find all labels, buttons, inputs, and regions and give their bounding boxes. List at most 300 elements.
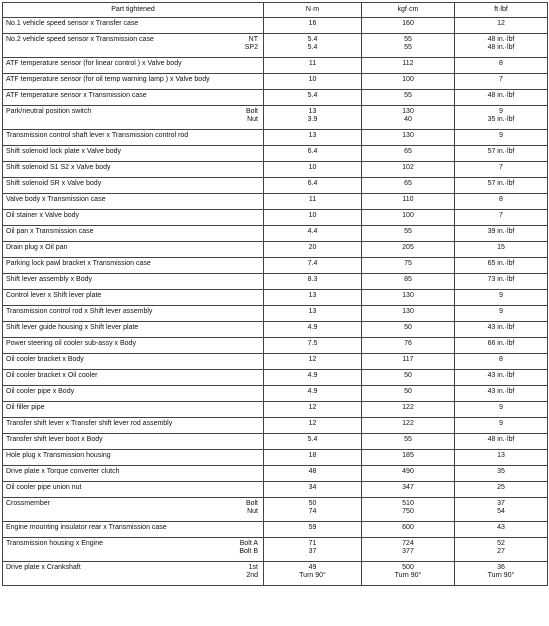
torque-table: [2, 2, 548, 586]
part-cell: [3, 466, 264, 482]
kgf-cell: [362, 90, 455, 106]
ft-cell: [455, 522, 548, 538]
ft-cell: [455, 562, 548, 586]
ft-value: 48 in.·lbf: [487, 44, 515, 51]
kgf-cell: [362, 482, 455, 498]
part-cell: [3, 162, 264, 178]
table-row: [3, 370, 548, 386]
table-row: [3, 434, 548, 450]
kgf-value: 110: [402, 196, 414, 203]
part-sub-label: 2nd: [246, 572, 258, 579]
table-row: [3, 90, 548, 106]
nm-cell: [264, 354, 362, 370]
part-sub-label: 1st: [248, 564, 258, 571]
nm-value: 7.5: [307, 340, 318, 347]
kgf-cell: [362, 194, 455, 210]
ft-cell: [455, 146, 548, 162]
ft-cell: [455, 226, 548, 242]
nm-value: 5.4: [307, 36, 318, 43]
nm-value: 49: [308, 564, 317, 571]
nm-value: 10: [308, 164, 317, 171]
part-sub-label: Bolt A: [239, 540, 258, 547]
ft-value: 35 in.·lbf: [487, 116, 515, 123]
nm-value: 5.4: [307, 436, 318, 443]
ft-value: 8: [499, 196, 503, 203]
torque-spec-sheet: [2, 2, 547, 624]
part-cell: [3, 482, 264, 498]
ft-cell: [455, 538, 548, 562]
kgf-cell: [362, 354, 455, 370]
ft-cell: [455, 194, 548, 210]
kgf-value: 55: [404, 36, 412, 43]
ft-value: 39 in.·lbf: [487, 228, 515, 235]
nm-cell: [264, 178, 362, 194]
ft-value: 7: [499, 76, 503, 83]
ft-value: 57 in.·lbf: [487, 148, 515, 155]
ft-value: 35: [497, 468, 505, 475]
kgf-value: 100: [402, 76, 414, 83]
ft-value: 9: [499, 308, 503, 315]
kgf-cell: [362, 130, 455, 146]
nm-cell: [264, 226, 362, 242]
nm-value: 74: [308, 508, 317, 515]
part-sub-label: NT: [248, 36, 258, 43]
part-cell: [3, 418, 264, 434]
ft-value: 43 in.·lbf: [487, 324, 515, 331]
kgf-cell: [362, 466, 455, 482]
table-row: [3, 210, 548, 226]
nm-value: 18: [308, 452, 317, 459]
ft-cell: [455, 130, 548, 146]
ft-cell: [455, 34, 548, 58]
kgf-cell: [362, 386, 455, 402]
table-row: [3, 338, 548, 354]
table-body: [3, 18, 548, 586]
ft-cell: [455, 90, 548, 106]
kgf-cell: [362, 74, 455, 90]
part-name: Crossmember: [6, 500, 50, 507]
ft-value: 65 in.·lbf: [487, 260, 515, 267]
part-name: ATF temperature sensor x Transmission case: [6, 92, 147, 99]
kgf-value: 130: [402, 108, 414, 115]
kgf-value: 50: [404, 324, 412, 331]
kgf-value: 205: [402, 244, 414, 251]
nm-cell: [264, 90, 362, 106]
nm-value: 12: [308, 420, 317, 427]
ft-value: 8: [499, 356, 503, 363]
nm-cell: [264, 194, 362, 210]
nm-cell: [264, 146, 362, 162]
nm-value: 10: [308, 212, 317, 219]
part-name: Parking lock pawl bracket x Transmission case: [6, 260, 151, 267]
part-cell: [3, 90, 264, 106]
ft-value: 54: [497, 508, 505, 515]
ft-cell: [455, 210, 548, 226]
kgf-value: 130: [402, 308, 414, 315]
kgf-cell: [362, 242, 455, 258]
nm-value: 34: [308, 484, 317, 491]
kgf-value: 122: [402, 404, 414, 411]
table-row: [3, 482, 548, 498]
nm-value: 6.4: [307, 148, 318, 155]
kgf-value: 55: [404, 436, 412, 443]
nm-value: 37: [308, 548, 317, 555]
nm-value: 13: [308, 308, 317, 315]
kgf-cell: [362, 338, 455, 354]
ft-value: 9: [499, 108, 503, 115]
kgf-cell: [362, 402, 455, 418]
part-sub-label: Bolt: [245, 500, 258, 507]
part-name: Shift solenoid S1 S2 x Valve body: [6, 164, 111, 171]
kgf-value: 130: [402, 292, 414, 299]
ft-value: 9: [499, 404, 503, 411]
kgf-cell: [362, 58, 455, 74]
ft-cell: [455, 450, 548, 466]
part-name: Transmission control shaft lever x Transmission control rod: [6, 132, 189, 139]
part-cell: [3, 562, 264, 586]
kgf-value: 65: [404, 180, 412, 187]
ft-value: 25: [497, 484, 505, 491]
ft-cell: [455, 338, 548, 354]
nm-value: 16: [308, 20, 317, 27]
ft-value: 48 in.·lbf: [487, 436, 515, 443]
part-sub-labels: [246, 108, 260, 124]
kgf-cell: [362, 146, 455, 162]
part-name: Park/neutral position switch: [6, 108, 92, 115]
header-part: Part tightened: [3, 3, 264, 18]
part-cell: [3, 498, 264, 522]
header-kgf: kgf·cm: [362, 3, 455, 18]
ft-value: Turn 90°: [487, 572, 515, 579]
kgf-value: 347: [402, 484, 414, 491]
ft-cell: [455, 466, 548, 482]
part-sub-label: Bolt B: [239, 548, 258, 555]
nm-cell: [264, 242, 362, 258]
kgf-cell: [362, 106, 455, 130]
nm-cell: [264, 306, 362, 322]
kgf-cell: [362, 522, 455, 538]
part-cell: [3, 242, 264, 258]
part-name: Shift solenoid SR x Valve body: [6, 180, 102, 187]
table-row: [3, 34, 548, 58]
nm-cell: [264, 386, 362, 402]
kgf-value: Turn 90°: [394, 572, 422, 579]
nm-cell: [264, 482, 362, 498]
table-row: [3, 466, 548, 482]
part-cell: [3, 370, 264, 386]
ft-value: 48 in.·lbf: [487, 36, 515, 43]
ft-value: 9: [499, 292, 503, 299]
nm-cell: [264, 322, 362, 338]
nm-cell: [264, 106, 362, 130]
part-name: Drive plate x Crankshaft: [6, 564, 81, 571]
kgf-cell: [362, 562, 455, 586]
ft-value: 48 in.·lbf: [487, 92, 515, 99]
kgf-cell: [362, 322, 455, 338]
part-name: Oil stainer x Valve body: [6, 212, 80, 219]
header-nm: N·m: [264, 3, 362, 18]
kgf-value: 160: [402, 20, 414, 27]
part-cell: [3, 450, 264, 466]
nm-value: 48: [308, 468, 317, 475]
kgf-value: 100: [402, 212, 414, 219]
nm-value: 4.9: [307, 388, 318, 395]
ft-value: 66 in.·lbf: [487, 340, 515, 347]
kgf-value: 75: [404, 260, 412, 267]
nm-value: 4.9: [307, 372, 318, 379]
ft-cell: [455, 370, 548, 386]
nm-cell: [264, 210, 362, 226]
nm-value: 8.3: [307, 276, 318, 283]
ft-value: 12: [497, 20, 505, 27]
kgf-cell: [362, 434, 455, 450]
ft-value: 43 in.·lbf: [487, 372, 515, 379]
nm-cell: [264, 290, 362, 306]
part-name: Oil pan x Transmission case: [6, 228, 94, 235]
ft-cell: [455, 418, 548, 434]
part-name: Shift lever assembly x Body: [6, 276, 92, 283]
nm-cell: [264, 162, 362, 178]
nm-cell: [264, 538, 362, 562]
kgf-value: 50: [404, 388, 412, 395]
table-row: [3, 498, 548, 522]
part-name: Transfer shift lever boot x Body: [6, 436, 103, 443]
kgf-cell: [362, 450, 455, 466]
part-cell: [3, 322, 264, 338]
nm-value: 11: [308, 196, 317, 203]
part-cell: [3, 290, 264, 306]
part-cell: [3, 434, 264, 450]
part-name: Oil cooler bracket x Body: [6, 356, 84, 363]
ft-value: 37: [497, 500, 505, 507]
nm-value: 71: [308, 540, 317, 547]
table-row: [3, 130, 548, 146]
ft-value: 8: [499, 60, 503, 67]
nm-value: 5.4: [307, 44, 318, 51]
kgf-value: 122: [402, 420, 414, 427]
table-row: [3, 450, 548, 466]
kgf-value: 185: [402, 452, 414, 459]
nm-cell: [264, 498, 362, 522]
table-row: [3, 538, 548, 562]
nm-cell: [264, 434, 362, 450]
part-cell: [3, 34, 264, 58]
kgf-cell: [362, 370, 455, 386]
ft-value: 9: [499, 132, 503, 139]
part-cell: [3, 58, 264, 74]
part-sub-labels: [246, 500, 260, 516]
nm-cell: [264, 58, 362, 74]
nm-value: 10: [308, 76, 317, 83]
ft-cell: [455, 258, 548, 274]
part-sub-labels: [239, 540, 260, 556]
kgf-value: 55: [404, 92, 412, 99]
part-cell: [3, 178, 264, 194]
nm-cell: [264, 522, 362, 538]
nm-cell: [264, 34, 362, 58]
ft-cell: [455, 74, 548, 90]
ft-cell: [455, 354, 548, 370]
kgf-value: 117: [402, 356, 414, 363]
ft-cell: [455, 18, 548, 34]
part-cell: [3, 274, 264, 290]
part-name: Control lever x Shift lever plate: [6, 292, 102, 299]
part-name: ATF temperature sensor (for oil temp warning lamp ) x Valve body: [6, 76, 210, 83]
part-name: Hole plug x Transmission housing: [6, 452, 111, 459]
ft-value: 57 in.·lbf: [487, 180, 515, 187]
ft-cell: [455, 162, 548, 178]
ft-value: 43 in.·lbf: [487, 388, 515, 395]
part-name: Engine mounting insulator rear x Transmission case: [6, 524, 167, 531]
part-name: Shift lever guide housing x Shift lever plate: [6, 324, 139, 331]
ft-cell: [455, 106, 548, 130]
ft-value: 27: [497, 548, 505, 555]
nm-cell: [264, 74, 362, 90]
part-name: Oil cooler pipe x Body: [6, 388, 75, 395]
nm-value: 11: [308, 60, 317, 67]
table-row: [3, 522, 548, 538]
part-cell: [3, 226, 264, 242]
part-name: ATF temperature sensor (for linear control ) x Valve body: [6, 60, 182, 67]
kgf-value: 40: [404, 116, 412, 123]
nm-value: 20: [308, 244, 317, 251]
part-name: Drive plate x Torque converter clutch: [6, 468, 120, 475]
kgf-value: 85: [404, 276, 412, 283]
part-cell: [3, 338, 264, 354]
table-row: [3, 402, 548, 418]
nm-value: 13: [308, 108, 317, 115]
part-cell: [3, 538, 264, 562]
part-cell: [3, 106, 264, 130]
part-name: No.2 vehicle speed sensor x Transmission case: [6, 36, 154, 43]
nm-value: 4.4: [307, 228, 318, 235]
ft-cell: [455, 58, 548, 74]
kgf-cell: [362, 162, 455, 178]
ft-value: 13: [497, 452, 505, 459]
ft-value: 9: [499, 420, 503, 427]
table-row: [3, 322, 548, 338]
part-sub-label: Bolt: [245, 108, 258, 115]
kgf-value: 102: [402, 164, 414, 171]
kgf-value: 490: [402, 468, 414, 475]
part-name: Transmission control rod x Shift lever assembly: [6, 308, 153, 315]
ft-value: 52: [497, 540, 505, 547]
table-row: [3, 562, 548, 586]
table-row: [3, 194, 548, 210]
ft-cell: [455, 290, 548, 306]
part-cell: [3, 402, 264, 418]
part-cell: [3, 258, 264, 274]
table-row: [3, 258, 548, 274]
part-name: Oil filler pipe: [6, 404, 45, 411]
part-cell: [3, 18, 264, 34]
table-row: [3, 354, 548, 370]
table-row: [3, 386, 548, 402]
nm-cell: [264, 418, 362, 434]
part-sub-label: SP2: [244, 44, 258, 51]
kgf-value: 724: [402, 540, 414, 547]
kgf-value: 55: [404, 44, 412, 51]
kgf-cell: [362, 538, 455, 562]
table-row: [3, 146, 548, 162]
part-cell: [3, 74, 264, 90]
part-sub-labels: [245, 36, 260, 52]
nm-cell: [264, 258, 362, 274]
part-name: Valve body x Transmission case: [6, 196, 106, 203]
kgf-value: 130: [402, 132, 414, 139]
nm-value: Turn 90°: [299, 572, 326, 579]
table-row: [3, 418, 548, 434]
nm-value: 13: [308, 292, 317, 299]
ft-cell: [455, 178, 548, 194]
kgf-cell: [362, 178, 455, 194]
kgf-value: 750: [402, 508, 414, 515]
kgf-value: 55: [404, 228, 412, 235]
kgf-value: 76: [404, 340, 412, 347]
nm-value: 4.9: [307, 324, 318, 331]
part-name: Oil cooler bracket x Oil cooler: [6, 372, 98, 379]
nm-value: 6.4: [307, 180, 318, 187]
table-header-row: [3, 3, 548, 18]
kgf-cell: [362, 290, 455, 306]
table-row: [3, 226, 548, 242]
part-cell: [3, 306, 264, 322]
table-row: [3, 58, 548, 74]
nm-cell: [264, 130, 362, 146]
kgf-cell: [362, 18, 455, 34]
kgf-cell: [362, 306, 455, 322]
kgf-cell: [362, 226, 455, 242]
nm-cell: [264, 274, 362, 290]
kgf-value: 65: [404, 148, 412, 155]
ft-cell: [455, 306, 548, 322]
nm-value: 12: [308, 404, 317, 411]
kgf-cell: [362, 498, 455, 522]
part-cell: [3, 386, 264, 402]
kgf-cell: [362, 258, 455, 274]
kgf-cell: [362, 210, 455, 226]
kgf-cell: [362, 34, 455, 58]
nm-value: 13: [308, 132, 317, 139]
table-row: [3, 290, 548, 306]
kgf-value: 500: [402, 564, 414, 571]
part-cell: [3, 210, 264, 226]
ft-cell: [455, 274, 548, 290]
part-name: Oil cooler pipe union nut: [6, 484, 82, 491]
ft-value: 36: [497, 564, 505, 571]
nm-value: 5.4: [307, 92, 318, 99]
table-row: [3, 274, 548, 290]
part-name: Drain plug x Oil pan: [6, 244, 68, 251]
ft-cell: [455, 242, 548, 258]
nm-value: 59: [308, 524, 317, 531]
nm-cell: [264, 402, 362, 418]
ft-cell: [455, 498, 548, 522]
nm-value: 7.4: [307, 260, 318, 267]
part-sub-label: Nut: [247, 116, 258, 123]
header-ft: ft·lbf: [455, 3, 548, 18]
part-sub-labels: [246, 564, 260, 580]
ft-cell: [455, 386, 548, 402]
ft-value: 7: [499, 164, 503, 171]
kgf-value: 112: [402, 60, 414, 67]
ft-value: 43: [497, 524, 505, 531]
part-name: Transfer shift lever x Transfer shift lever rod assembly: [6, 420, 173, 427]
table-row: [3, 18, 548, 34]
table-row: [3, 162, 548, 178]
table-row: [3, 106, 548, 130]
nm-value: 12: [308, 356, 317, 363]
